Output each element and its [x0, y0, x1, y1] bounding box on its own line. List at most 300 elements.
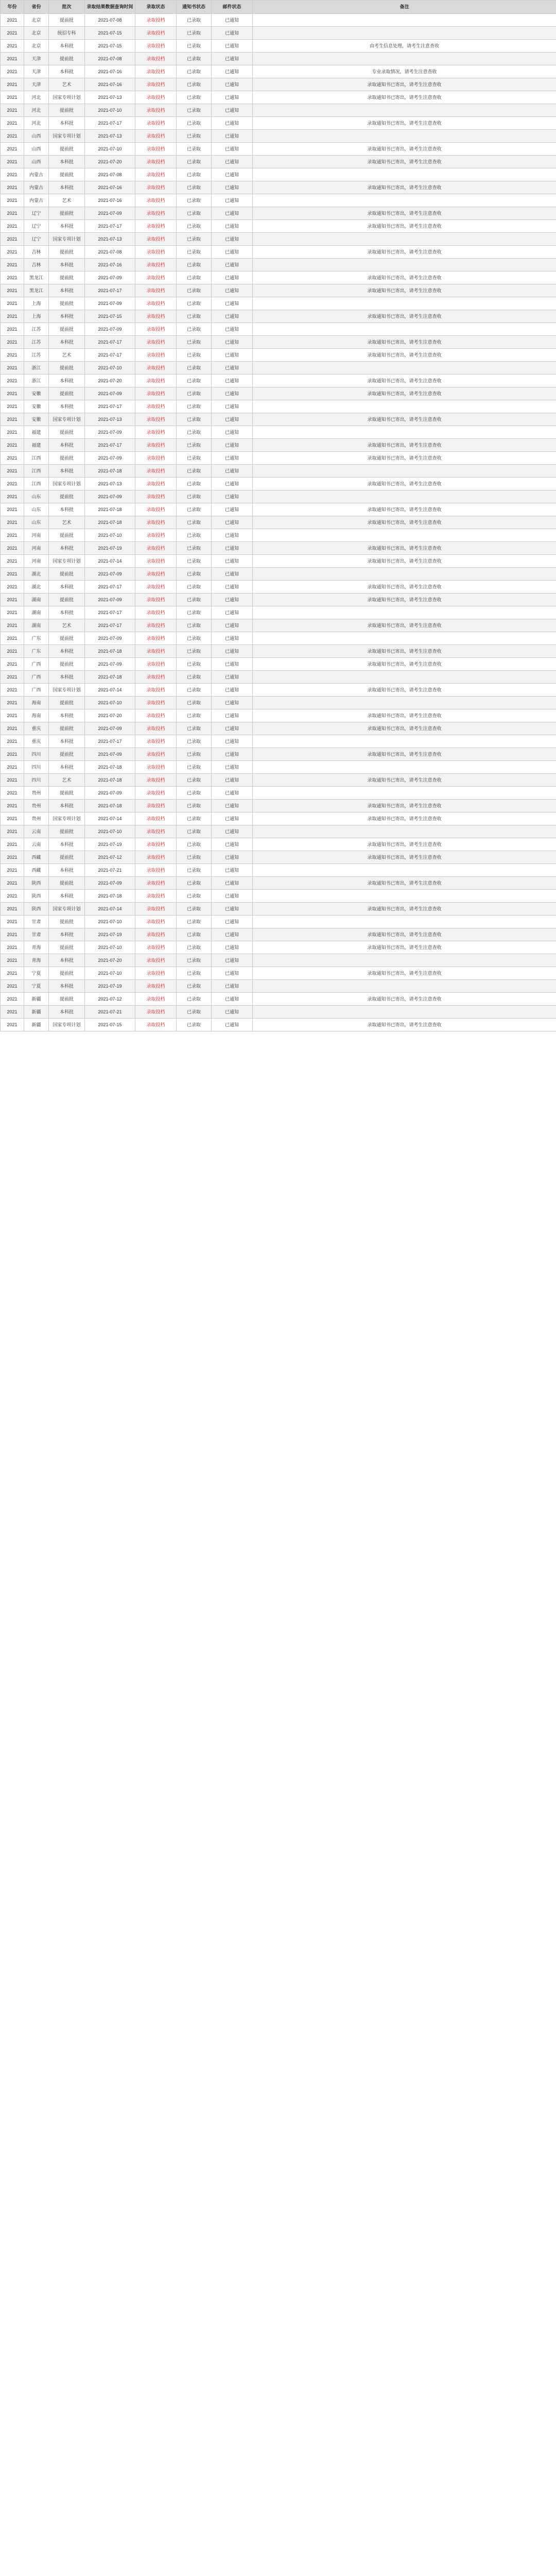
cell-province: 海南 [24, 709, 49, 722]
cell-query-date: 2021-07-09 [85, 877, 135, 890]
cell-query-date: 2021-07-17 [85, 117, 135, 130]
cell-remarks: 录取通知书已寄出，请考生注意查收 [253, 709, 556, 722]
cell-year: 2021 [1, 851, 24, 864]
cell-admission-status: 录取投档 [135, 671, 177, 684]
cell-query-date: 2021-07-17 [85, 284, 135, 297]
cell-remarks: 录取通知书已寄出，请考生注意查收 [253, 581, 556, 594]
cell-notice-status: 已录取 [177, 1006, 212, 1019]
cell-remarks [253, 568, 556, 581]
cell-query-date: 2021-07-17 [85, 336, 135, 349]
cell-admission-status: 录取投档 [135, 967, 177, 980]
cell-mail-status: 已通知 [212, 426, 253, 439]
table-row [1, 27, 556, 40]
cell-province: 河北 [24, 117, 49, 130]
cell-notice-status: 已录取 [177, 65, 212, 78]
cell-batch: 本科批 [49, 928, 85, 941]
cell-year: 2021 [1, 259, 24, 272]
cell-mail-status: 已通知 [212, 27, 253, 40]
table-row [1, 993, 556, 1006]
cell-query-date: 2021-07-10 [85, 362, 135, 375]
table-row [1, 1019, 556, 1031]
cell-notice-status: 已录取 [177, 890, 212, 903]
cell-notice-status: 已录取 [177, 465, 212, 478]
cell-batch: 国家专项计划 [49, 233, 85, 246]
table-row [1, 697, 556, 709]
cell-query-date: 2021-07-18 [85, 503, 135, 516]
cell-mail-status: 已通知 [212, 336, 253, 349]
cell-admission-status: 录取投档 [135, 941, 177, 954]
table-row [1, 812, 556, 825]
cell-notice-status: 已录取 [177, 181, 212, 194]
cell-notice-status: 已录取 [177, 851, 212, 864]
cell-notice-status: 已录取 [177, 310, 212, 323]
table-body [1, 14, 556, 1031]
cell-batch: 本科批 [49, 800, 85, 812]
cell-year: 2021 [1, 336, 24, 349]
cell-admission-status: 录取投档 [135, 117, 177, 130]
cell-batch: 提前批 [49, 297, 85, 310]
table-row [1, 980, 556, 993]
cell-mail-status: 已通知 [212, 748, 253, 761]
cell-mail-status: 已通知 [212, 671, 253, 684]
cell-batch: 提前批 [49, 387, 85, 400]
cell-remarks: 录取通知书已寄出，请考生注意查收 [253, 722, 556, 735]
cell-admission-status: 录取投档 [135, 542, 177, 555]
cell-admission-status: 录取投档 [135, 503, 177, 516]
cell-batch: 艺术 [49, 516, 85, 529]
cell-batch: 提前批 [49, 594, 85, 606]
cell-admission-status: 录取投档 [135, 452, 177, 465]
cell-batch: 提前批 [49, 941, 85, 954]
cell-notice-status: 已录取 [177, 735, 212, 748]
cell-province: 新疆 [24, 993, 49, 1006]
cell-remarks: 录取通知书已寄出，请考生注意查收 [253, 658, 556, 671]
cell-query-date: 2021-07-09 [85, 272, 135, 284]
cell-province: 黑龙江 [24, 284, 49, 297]
cell-admission-status: 录取投档 [135, 490, 177, 503]
table-row [1, 838, 556, 851]
table-row [1, 864, 556, 877]
cell-admission-status: 录取投档 [135, 14, 177, 27]
cell-remarks [253, 529, 556, 542]
cell-province: 陕西 [24, 903, 49, 916]
cell-admission-status: 录取投档 [135, 375, 177, 387]
cell-notice-status: 已录取 [177, 91, 212, 104]
cell-province: 河南 [24, 555, 49, 568]
cell-year: 2021 [1, 812, 24, 825]
cell-province: 江西 [24, 465, 49, 478]
cell-mail-status: 已通知 [212, 825, 253, 838]
cell-province: 江苏 [24, 323, 49, 336]
cell-remarks [253, 697, 556, 709]
cell-remarks: 录取通知书已寄出，请考生注意查收 [253, 117, 556, 130]
cell-query-date: 2021-07-09 [85, 207, 135, 220]
cell-year: 2021 [1, 529, 24, 542]
cell-batch: 提前批 [49, 452, 85, 465]
table-row [1, 877, 556, 890]
table-row [1, 181, 556, 194]
cell-remarks: 录取通知书已寄出，请考生注意查收 [253, 439, 556, 452]
cell-notice-status: 已录取 [177, 246, 212, 259]
cell-year: 2021 [1, 838, 24, 851]
cell-notice-status: 已录取 [177, 748, 212, 761]
cell-query-date: 2021-07-09 [85, 722, 135, 735]
cell-admission-status: 录取投档 [135, 606, 177, 619]
cell-remarks: 录取通知书已寄出，请考生注意查收 [253, 645, 556, 658]
table-row [1, 310, 556, 323]
cell-admission-status: 录取投档 [135, 27, 177, 40]
table-row [1, 555, 556, 568]
cell-year: 2021 [1, 645, 24, 658]
cell-province: 西藏 [24, 864, 49, 877]
cell-mail-status: 已通知 [212, 53, 253, 65]
cell-year: 2021 [1, 722, 24, 735]
cell-query-date: 2021-07-10 [85, 143, 135, 156]
cell-province: 四川 [24, 748, 49, 761]
cell-mail-status: 已通知 [212, 658, 253, 671]
cell-remarks: 录取通知书已寄出，请考生注意查收 [253, 413, 556, 426]
cell-remarks [253, 194, 556, 207]
cell-year: 2021 [1, 439, 24, 452]
cell-mail-status: 已通知 [212, 323, 253, 336]
cell-query-date: 2021-07-09 [85, 323, 135, 336]
cell-mail-status: 已通知 [212, 800, 253, 812]
cell-batch: 国家专项计划 [49, 478, 85, 490]
cell-province: 黑龙江 [24, 272, 49, 284]
cell-query-date: 2021-07-10 [85, 825, 135, 838]
table-row [1, 851, 556, 864]
cell-remarks: 录取通知书已寄出，请考生注意查收 [253, 903, 556, 916]
cell-mail-status: 已通知 [212, 581, 253, 594]
table-row [1, 735, 556, 748]
cell-year: 2021 [1, 658, 24, 671]
cell-year: 2021 [1, 78, 24, 91]
cell-mail-status: 已通知 [212, 980, 253, 993]
cell-province: 河北 [24, 104, 49, 117]
cell-notice-status: 已录取 [177, 478, 212, 490]
cell-province: 上海 [24, 297, 49, 310]
cell-year: 2021 [1, 310, 24, 323]
cell-year: 2021 [1, 297, 24, 310]
cell-year: 2021 [1, 684, 24, 697]
cell-year: 2021 [1, 503, 24, 516]
cell-mail-status: 已通知 [212, 838, 253, 851]
cell-year: 2021 [1, 877, 24, 890]
cell-remarks: 录取通知书已寄出，请考生注意查收 [253, 774, 556, 787]
cell-query-date: 2021-07-15 [85, 310, 135, 323]
cell-notice-status: 已录取 [177, 555, 212, 568]
cell-batch: 提前批 [49, 104, 85, 117]
cell-admission-status: 录取投档 [135, 400, 177, 413]
cell-query-date: 2021-07-09 [85, 490, 135, 503]
cell-mail-status: 已通知 [212, 78, 253, 91]
cell-mail-status: 已通知 [212, 967, 253, 980]
cell-remarks [253, 259, 556, 272]
cell-admission-status: 录取投档 [135, 890, 177, 903]
cell-mail-status: 已通知 [212, 194, 253, 207]
cell-mail-status: 已通知 [212, 156, 253, 168]
cell-province: 内蒙古 [24, 168, 49, 181]
cell-mail-status: 已通知 [212, 697, 253, 709]
cell-remarks [253, 323, 556, 336]
cell-notice-status: 已录取 [177, 413, 212, 426]
cell-admission-status: 录取投档 [135, 272, 177, 284]
cell-province: 重庆 [24, 722, 49, 735]
cell-notice-status: 已录取 [177, 439, 212, 452]
cell-year: 2021 [1, 787, 24, 800]
admission-status-table [0, 0, 556, 1031]
table-row [1, 903, 556, 916]
cell-batch: 国家专项计划 [49, 684, 85, 697]
cell-notice-status: 已录取 [177, 684, 212, 697]
cell-mail-status: 已通知 [212, 529, 253, 542]
cell-admission-status: 录取投档 [135, 658, 177, 671]
cell-remarks [253, 53, 556, 65]
cell-batch: 本科批 [49, 709, 85, 722]
cell-query-date: 2021-07-17 [85, 349, 135, 362]
cell-notice-status: 已录取 [177, 233, 212, 246]
cell-mail-status: 已通知 [212, 375, 253, 387]
cell-query-date: 2021-07-21 [85, 1006, 135, 1019]
cell-batch: 本科批 [49, 181, 85, 194]
cell-notice-status: 已录取 [177, 53, 212, 65]
table-row [1, 439, 556, 452]
cell-mail-status: 已通知 [212, 104, 253, 117]
cell-query-date: 2021-07-09 [85, 387, 135, 400]
table-row [1, 465, 556, 478]
cell-province: 辽宁 [24, 233, 49, 246]
cell-query-date: 2021-07-18 [85, 774, 135, 787]
table-row [1, 581, 556, 594]
table-row [1, 478, 556, 490]
table-row [1, 516, 556, 529]
cell-province: 山东 [24, 503, 49, 516]
cell-year: 2021 [1, 233, 24, 246]
cell-batch: 提前批 [49, 272, 85, 284]
cell-year: 2021 [1, 284, 24, 297]
cell-query-date: 2021-07-18 [85, 465, 135, 478]
cell-remarks: 由考生信息处理，请考生注意查收 [253, 40, 556, 53]
cell-province: 山西 [24, 143, 49, 156]
cell-admission-status: 录取投档 [135, 1006, 177, 1019]
cell-batch: 本科批 [49, 220, 85, 233]
cell-province: 北京 [24, 40, 49, 53]
cell-province: 贵州 [24, 812, 49, 825]
table-row [1, 774, 556, 787]
cell-year: 2021 [1, 980, 24, 993]
cell-year: 2021 [1, 903, 24, 916]
cell-query-date: 2021-07-20 [85, 709, 135, 722]
cell-admission-status: 录取投档 [135, 645, 177, 658]
cell-batch: 本科批 [49, 980, 85, 993]
cell-province: 河南 [24, 529, 49, 542]
cell-notice-status: 已录取 [177, 503, 212, 516]
table-row [1, 542, 556, 555]
cell-remarks: 录取通知书已寄出，请考生注意查收 [253, 143, 556, 156]
cell-mail-status: 已通知 [212, 91, 253, 104]
cell-admission-status: 录取投档 [135, 697, 177, 709]
cell-notice-status: 已录取 [177, 787, 212, 800]
cell-notice-status: 已录取 [177, 452, 212, 465]
cell-batch: 提前批 [49, 246, 85, 259]
cell-year: 2021 [1, 362, 24, 375]
cell-mail-status: 已通知 [212, 619, 253, 632]
cell-mail-status: 已通知 [212, 542, 253, 555]
cell-notice-status: 已录取 [177, 387, 212, 400]
table-row [1, 825, 556, 838]
cell-notice-status: 已录取 [177, 143, 212, 156]
cell-mail-status: 已通知 [212, 310, 253, 323]
cell-mail-status: 已通知 [212, 812, 253, 825]
cell-remarks [253, 632, 556, 645]
cell-notice-status: 已录取 [177, 941, 212, 954]
column-header-year: 年份 [1, 1, 24, 14]
cell-query-date: 2021-07-09 [85, 632, 135, 645]
cell-notice-status: 已录取 [177, 568, 212, 581]
cell-batch: 提前批 [49, 658, 85, 671]
cell-admission-status: 录取投档 [135, 310, 177, 323]
cell-admission-status: 录取投档 [135, 323, 177, 336]
column-header-province: 省份 [24, 1, 49, 14]
cell-batch: 本科批 [49, 400, 85, 413]
cell-remarks [253, 104, 556, 117]
cell-query-date: 2021-07-20 [85, 156, 135, 168]
cell-province: 吉林 [24, 246, 49, 259]
cell-mail-status: 已通知 [212, 761, 253, 774]
table-row [1, 375, 556, 387]
cell-admission-status: 录取投档 [135, 529, 177, 542]
table-row [1, 413, 556, 426]
cell-notice-status: 已录取 [177, 78, 212, 91]
cell-province: 陕西 [24, 890, 49, 903]
cell-province: 四川 [24, 774, 49, 787]
cell-admission-status: 录取投档 [135, 825, 177, 838]
cell-remarks: 录取通知书已寄出，请考生注意查收 [253, 181, 556, 194]
cell-notice-status: 已录取 [177, 877, 212, 890]
cell-batch: 国家专项计划 [49, 130, 85, 143]
cell-year: 2021 [1, 400, 24, 413]
cell-admission-status: 录取投档 [135, 903, 177, 916]
table-row [1, 619, 556, 632]
cell-query-date: 2021-07-10 [85, 941, 135, 954]
cell-remarks: 录取通知书已寄出，请考生注意查收 [253, 555, 556, 568]
cell-notice-status: 已录取 [177, 104, 212, 117]
cell-mail-status: 已通知 [212, 117, 253, 130]
cell-batch: 提前批 [49, 426, 85, 439]
cell-notice-status: 已录取 [177, 516, 212, 529]
column-header-notice-status: 通知书状态 [177, 1, 212, 14]
cell-remarks: 专业录取情况，请考生注意查收 [253, 65, 556, 78]
cell-year: 2021 [1, 890, 24, 903]
cell-query-date: 2021-07-15 [85, 27, 135, 40]
cell-year: 2021 [1, 426, 24, 439]
column-header-admission-status: 录取状态 [135, 1, 177, 14]
table-row [1, 194, 556, 207]
cell-remarks [253, 465, 556, 478]
cell-remarks [253, 297, 556, 310]
cell-batch: 提前批 [49, 14, 85, 27]
cell-year: 2021 [1, 928, 24, 941]
cell-year: 2021 [1, 143, 24, 156]
cell-admission-status: 录取投档 [135, 838, 177, 851]
cell-remarks: 录取通知书已寄出，请考生注意查收 [253, 941, 556, 954]
cell-remarks [253, 761, 556, 774]
cell-remarks [253, 916, 556, 928]
cell-remarks [253, 168, 556, 181]
table-row [1, 529, 556, 542]
cell-year: 2021 [1, 709, 24, 722]
cell-batch: 提前批 [49, 825, 85, 838]
cell-admission-status: 录取投档 [135, 812, 177, 825]
cell-batch: 本科批 [49, 735, 85, 748]
cell-year: 2021 [1, 194, 24, 207]
cell-query-date: 2021-07-19 [85, 928, 135, 941]
table-row [1, 362, 556, 375]
cell-admission-status: 录取投档 [135, 594, 177, 606]
cell-remarks: 录取通知书已寄出，请考生注意查收 [253, 478, 556, 490]
cell-notice-status: 已录取 [177, 619, 212, 632]
cell-remarks: 录取通知书已寄出，请考生注意查收 [253, 1019, 556, 1031]
cell-province: 安徽 [24, 413, 49, 426]
cell-notice-status: 已录取 [177, 697, 212, 709]
cell-year: 2021 [1, 619, 24, 632]
cell-admission-status: 录取投档 [135, 761, 177, 774]
cell-batch: 提前批 [49, 529, 85, 542]
table-row [1, 336, 556, 349]
cell-mail-status: 已通知 [212, 864, 253, 877]
cell-notice-status: 已录取 [177, 658, 212, 671]
cell-notice-status: 已录取 [177, 349, 212, 362]
cell-mail-status: 已通知 [212, 632, 253, 645]
cell-notice-status: 已录取 [177, 117, 212, 130]
cell-query-date: 2021-07-12 [85, 851, 135, 864]
cell-mail-status: 已通知 [212, 259, 253, 272]
cell-query-date: 2021-07-13 [85, 91, 135, 104]
cell-remarks: 录取通知书已寄出，请考生注意查收 [253, 684, 556, 697]
cell-notice-status: 已录取 [177, 400, 212, 413]
cell-province: 浙江 [24, 375, 49, 387]
cell-year: 2021 [1, 1019, 24, 1031]
cell-province: 海南 [24, 697, 49, 709]
cell-year: 2021 [1, 65, 24, 78]
cell-year: 2021 [1, 181, 24, 194]
cell-remarks: 录取通知书已寄出，请考生注意查收 [253, 503, 556, 516]
cell-province: 青海 [24, 941, 49, 954]
cell-query-date: 2021-07-19 [85, 542, 135, 555]
cell-notice-status: 已录取 [177, 542, 212, 555]
table-row [1, 400, 556, 413]
cell-province: 湖南 [24, 619, 49, 632]
column-header-query-date: 录取结果数据查询时间 [85, 1, 135, 14]
cell-notice-status: 已录取 [177, 761, 212, 774]
cell-year: 2021 [1, 993, 24, 1006]
cell-admission-status: 录取投档 [135, 980, 177, 993]
cell-batch: 提前批 [49, 967, 85, 980]
cell-admission-status: 录取投档 [135, 800, 177, 812]
cell-batch: 提前批 [49, 916, 85, 928]
cell-remarks [253, 787, 556, 800]
cell-query-date: 2021-07-10 [85, 529, 135, 542]
cell-admission-status: 录取投档 [135, 864, 177, 877]
cell-batch: 艺术 [49, 619, 85, 632]
cell-mail-status: 已通知 [212, 645, 253, 658]
cell-notice-status: 已录取 [177, 14, 212, 27]
table-row [1, 916, 556, 928]
cell-mail-status: 已通知 [212, 594, 253, 606]
cell-province: 天津 [24, 53, 49, 65]
cell-mail-status: 已通知 [212, 941, 253, 954]
table-header [1, 1, 556, 14]
